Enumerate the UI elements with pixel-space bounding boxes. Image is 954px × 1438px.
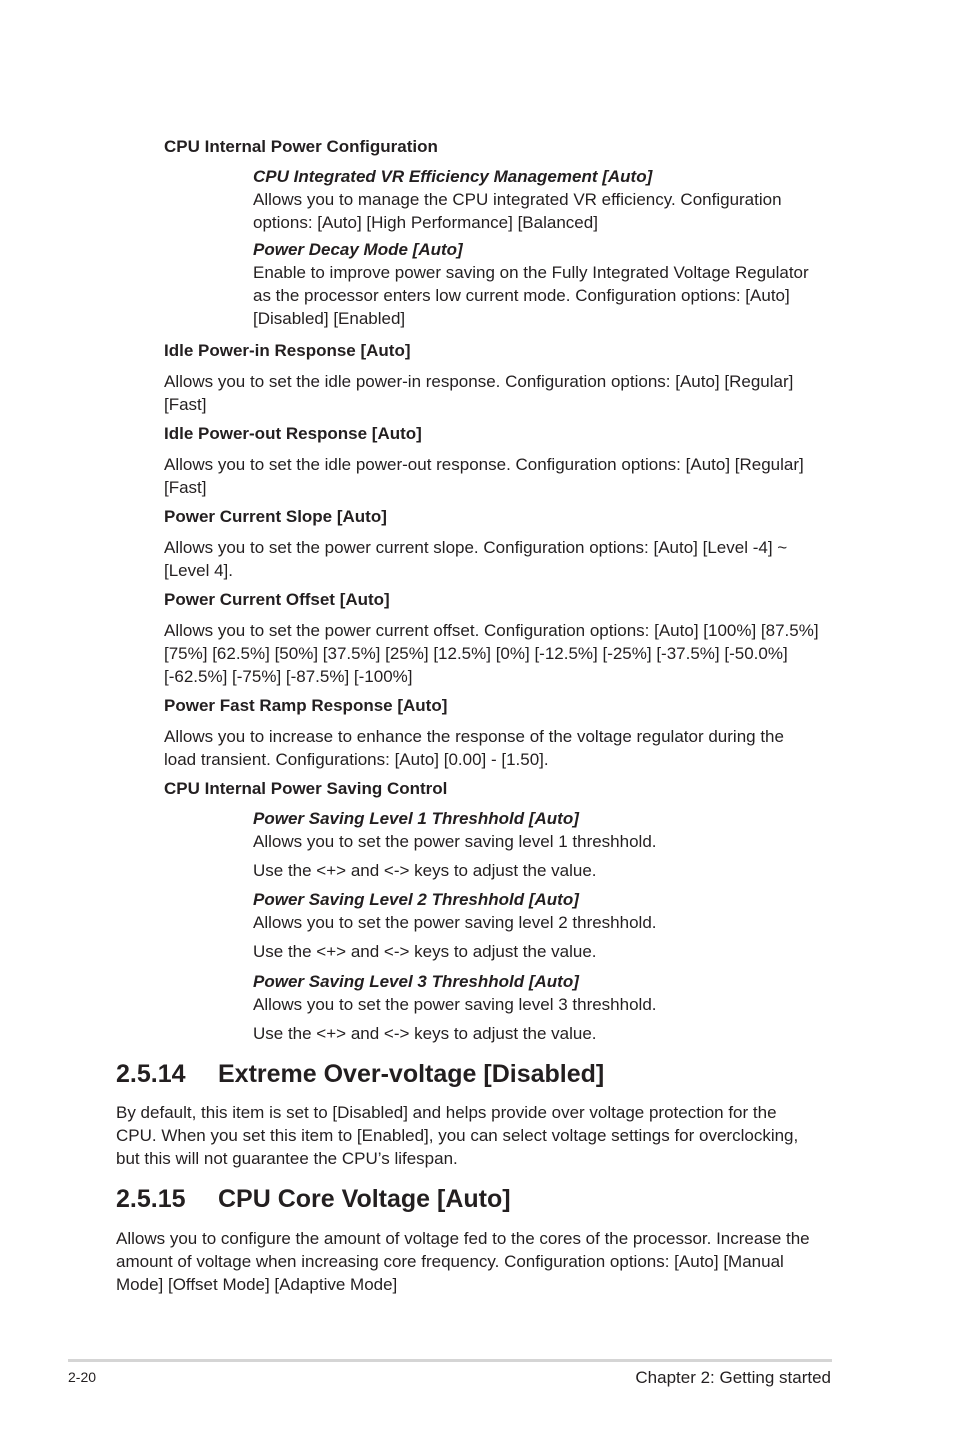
page-number: 2-20 [68, 1369, 97, 1385]
power-decay-mode-line-3: [Disabled] [Enabled] [253, 309, 406, 328]
idle-power-out-section [164, 423, 844, 499]
cpu-vr-efficiency-title: CPU Integrated VR Efficiency Management [Auto] [253, 167, 653, 186]
power-current-slope-line-2: [Level 4]. [164, 561, 233, 580]
power-current-offset-line-2: [75%] [62.5%] [50%] [37.5%] [25%] [12.5%] [0%] [-12.5%] [-25%] [-37.5%] [-50.0%] [164, 644, 788, 663]
power-current-offset-line-1: Allows you to set the power current offset. Configuration options: [Auto] [100%] [87.5%] [164, 621, 819, 640]
section-2514-line-1: By default, this item is set to [Disabled] and helps provide over voltage protection for the [116, 1103, 777, 1122]
power-current-offset-section [164, 589, 844, 688]
section-2515-title: CPU Core Voltage [Auto] [218, 1185, 511, 1213]
section-2515-heading [116, 1184, 511, 1214]
power-saving-level-2-note: Use the <+> and <-> keys to adjust the value. [253, 942, 597, 961]
idle-power-out-heading: Idle Power-out Response [Auto] [164, 424, 422, 443]
idle-power-in-section [164, 340, 844, 416]
section-2514-number: 2.5.14 [116, 1060, 186, 1088]
power-decay-mode-item [253, 239, 843, 330]
section-2515-line-3: Mode] [Offset Mode] [Adaptive Mode] [116, 1275, 398, 1294]
power-current-slope-heading: Power Current Slope [Auto] [164, 507, 387, 526]
section-2514-heading [116, 1059, 604, 1089]
power-saving-level-1-desc: Allows you to set the power saving level 1 threshhold. [253, 832, 657, 851]
idle-power-out-line-2: [Fast] [164, 478, 207, 497]
idle-power-in-heading: Idle Power-in Response [Auto] [164, 341, 411, 360]
power-saving-level-1-item [253, 808, 843, 882]
power-saving-level-2-item [253, 889, 843, 963]
power-fast-ramp-line-2: load transient. Configurations: [Auto] [0.00] - [1.50]. [164, 750, 549, 769]
cpu-internal-power-config-section [164, 136, 844, 158]
cpu-internal-power-saving-section [164, 778, 844, 800]
power-decay-mode-line-2: as the processor enters low current mode. Configuration options: [Auto] [253, 286, 790, 305]
power-fast-ramp-heading: Power Fast Ramp Response [Auto] [164, 696, 448, 715]
power-saving-level-2-desc: Allows you to set the power saving level 2 threshhold. [253, 913, 657, 932]
section-2514-line-3: but this will not guarantee the CPU’s lifespan. [116, 1149, 458, 1168]
footer-divider [68, 1359, 832, 1362]
power-saving-level-3-title: Power Saving Level 3 Threshhold [Auto] [253, 972, 579, 991]
section-2514-title: Extreme Over-voltage [Disabled] [218, 1060, 605, 1088]
chapter-label: Chapter 2: Getting started [635, 1368, 831, 1387]
power-saving-level-3-item [253, 971, 843, 1045]
cpu-vr-efficiency-line-1: Allows you to manage the CPU integrated VR efficiency. Configuration [253, 190, 782, 209]
power-saving-level-2-title: Power Saving Level 2 Threshhold [Auto] [253, 890, 579, 909]
idle-power-in-line-1: Allows you to set the idle power-in response. Configuration options: [Auto] [Regular] [164, 372, 794, 391]
power-saving-level-3-desc: Allows you to set the power saving level 3 threshhold. [253, 995, 657, 1014]
power-fast-ramp-section [164, 695, 844, 771]
power-current-offset-line-3: [-62.5%] [-75%] [-87.5%] [-100%] [164, 667, 413, 686]
power-current-slope-section [164, 506, 844, 582]
cpu-internal-power-config-heading: CPU Internal Power Configuration [164, 137, 438, 156]
section-2514-body [116, 1101, 836, 1170]
power-decay-mode-title: Power Decay Mode [Auto] [253, 240, 463, 259]
power-decay-mode-line-1: Enable to improve power saving on the Fully Integrated Voltage Regulator [253, 263, 809, 282]
cpu-internal-power-saving-heading: CPU Internal Power Saving Control [164, 779, 448, 798]
section-2515-number: 2.5.15 [116, 1185, 186, 1213]
section-2515-line-2: amount of voltage when increasing core frequency. Configuration options: [Auto] [Manual [116, 1252, 784, 1271]
power-saving-level-1-title: Power Saving Level 1 Threshhold [Auto] [253, 809, 579, 828]
power-saving-level-3-note: Use the <+> and <-> keys to adjust the value. [253, 1024, 597, 1043]
power-fast-ramp-line-1: Allows you to increase to enhance the response of the voltage regulator during the [164, 727, 784, 746]
idle-power-out-line-1: Allows you to set the idle power-out response. Configuration options: [Auto] [Regular] [164, 455, 804, 474]
section-2515-body [116, 1227, 836, 1296]
idle-power-in-line-2: [Fast] [164, 395, 207, 414]
cpu-vr-efficiency-item [253, 166, 843, 234]
cpu-vr-efficiency-line-2: options: [Auto] [High Performance] [Balanced] [253, 213, 598, 232]
power-saving-level-1-note: Use the <+> and <-> keys to adjust the value. [253, 861, 597, 880]
section-2515-line-1: Allows you to configure the amount of voltage fed to the cores of the processor. Increase the [116, 1229, 810, 1248]
power-current-offset-heading: Power Current Offset [Auto] [164, 590, 390, 609]
power-current-slope-line-1: Allows you to set the power current slope. Configuration options: [Auto] [Level -4] ~ [164, 538, 788, 557]
section-2514-line-2: CPU. When you set this item to [Enabled], you can select voltage settings for overclocking, [116, 1126, 799, 1145]
